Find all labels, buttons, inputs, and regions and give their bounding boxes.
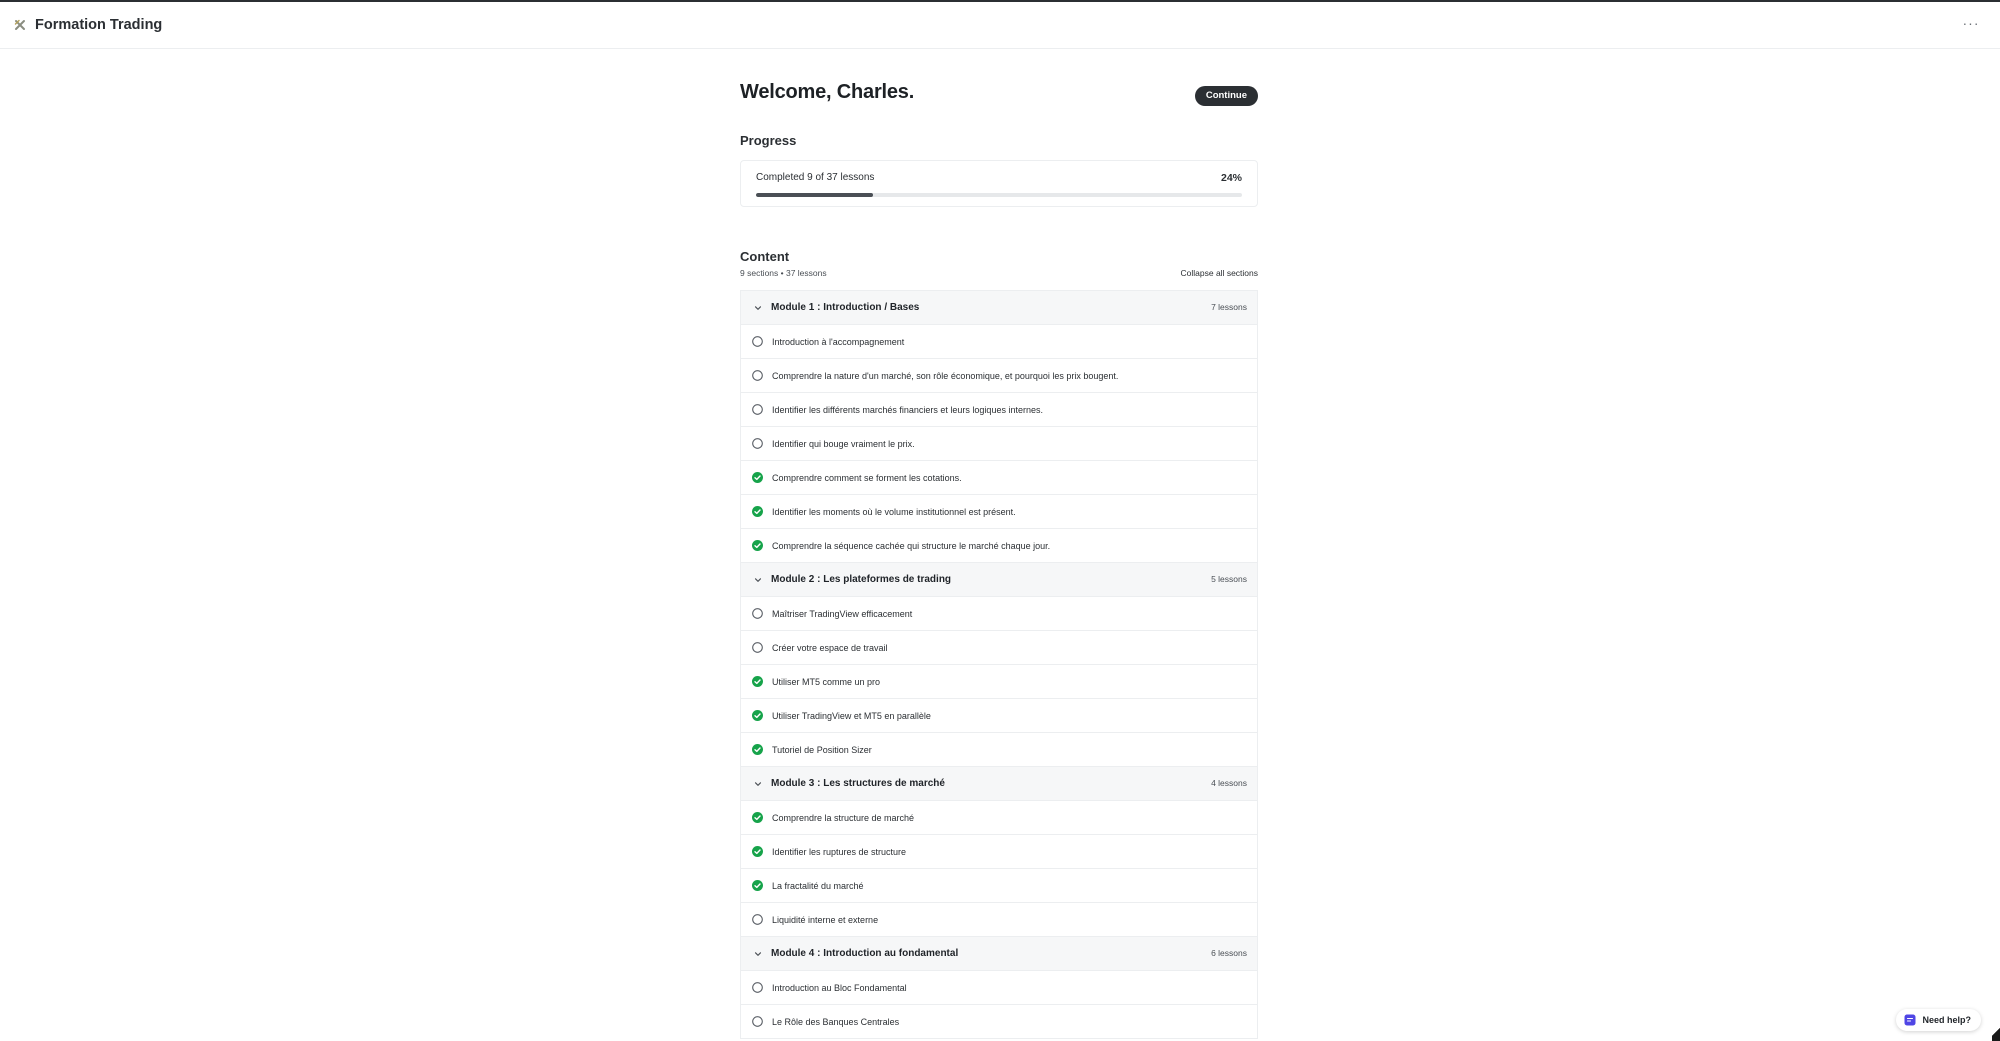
top-bar (0, 2, 2000, 49)
lesson-row[interactable] (741, 835, 1257, 869)
page-title: Welcome, Charles. (740, 81, 915, 103)
lesson-row[interactable] (741, 495, 1257, 529)
module-title: Module 4 : Introduction au fondamental (771, 948, 959, 959)
lesson-row[interactable] (741, 631, 1257, 665)
module-header[interactable] (741, 937, 1257, 971)
module-header[interactable] (741, 563, 1257, 597)
lesson-title: Le Rôle des Banques Centrales (772, 1016, 900, 1027)
lesson-title: Tutoriel de Position Sizer (772, 744, 872, 755)
chevron-down-icon (753, 779, 763, 789)
lesson-title: Introduction à l'accompagnement (772, 336, 905, 347)
module-list (740, 290, 1258, 1039)
lesson-row[interactable] (741, 665, 1257, 699)
content-meta: 9 sections • 37 lessons (740, 268, 827, 278)
lesson-title: Identifier les différents marchés financiers et leurs logiques internes. (772, 404, 1043, 415)
module-title: Module 1 : Introduction / Bases (771, 302, 920, 313)
lesson-row[interactable] (741, 801, 1257, 835)
progress-percent: 24% (1220, 172, 1242, 184)
lesson-row[interactable] (741, 733, 1257, 767)
lesson-title: La fractalité du marché (772, 880, 864, 891)
check-circle-icon (752, 676, 763, 687)
empty-circle-icon (752, 642, 763, 653)
lesson-title: Identifier les moments où le volume institutionnel est présent. (772, 506, 1016, 517)
chevron-down-icon (753, 949, 763, 959)
check-circle-icon (752, 710, 763, 721)
lesson-title: Introduction au Bloc Fondamental (772, 982, 907, 993)
content-heading: Content (740, 249, 790, 264)
check-circle-icon (752, 472, 763, 483)
lesson-row[interactable] (741, 325, 1257, 359)
chevron-down-icon (753, 303, 763, 313)
main-content (740, 62, 1258, 1027)
continue-button[interactable]: Continue (1195, 86, 1258, 106)
progress-bar (756, 193, 1242, 197)
lesson-row[interactable] (741, 597, 1257, 631)
lesson-title: Maîtriser TradingView efficacement (772, 608, 913, 619)
lesson-row[interactable] (741, 699, 1257, 733)
check-circle-icon (752, 812, 763, 823)
empty-circle-icon (752, 438, 763, 449)
empty-circle-icon (752, 1016, 763, 1027)
module-lesson-count: 6 lessons (1211, 948, 1247, 958)
module-title: Module 3 : Les structures de marché (771, 778, 945, 789)
lesson-row[interactable] (741, 359, 1257, 393)
module-title: Module 2 : Les plateformes de trading (771, 574, 952, 585)
check-circle-icon (752, 506, 763, 517)
lesson-row[interactable] (741, 971, 1257, 1005)
lesson-title: Liquidité interne et externe (772, 914, 879, 925)
lesson-title: Comprendre la nature d'un marché, son rôle économique, et pourquoi les prix bougent. (772, 370, 1119, 381)
chevron-down-icon (753, 575, 763, 585)
check-circle-icon (752, 540, 763, 551)
lesson-row[interactable] (741, 903, 1257, 937)
lesson-title: Comprendre comment se forment les cotations. (772, 472, 962, 483)
window-corner (1992, 1027, 2000, 1041)
module-lesson-count: 7 lessons (1211, 302, 1247, 312)
need-help-button[interactable] (1896, 1009, 1981, 1031)
lesson-row[interactable] (741, 393, 1257, 427)
module-header[interactable] (741, 291, 1257, 325)
lesson-row[interactable] (741, 427, 1257, 461)
lesson-title: Identifier qui bouge vraiment le prix. (772, 438, 915, 449)
check-circle-icon (752, 744, 763, 755)
lesson-title: Identifier les ruptures de structure (772, 846, 907, 857)
crossed-tools-icon (14, 19, 26, 31)
progress-card (740, 160, 1258, 207)
progress-heading: Progress (740, 133, 797, 148)
collapse-all-button[interactable]: Collapse all sections (1180, 268, 1258, 278)
module-header[interactable] (741, 767, 1257, 801)
progress-text: Completed 9 of 37 lessons (756, 172, 875, 183)
empty-circle-icon (752, 982, 763, 993)
lesson-title: Créer votre espace de travail (772, 642, 888, 653)
check-circle-icon (752, 846, 763, 857)
need-help-label: Need help? (1922, 1015, 1971, 1025)
lesson-title: Comprendre la structure de marché (772, 812, 915, 823)
empty-circle-icon (752, 370, 763, 381)
check-circle-icon (752, 880, 763, 891)
empty-circle-icon (752, 608, 763, 619)
more-options-button[interactable]: ··· (1962, 15, 1980, 31)
lesson-title: Utiliser TradingView et MT5 en parallèle (772, 710, 931, 721)
lesson-row[interactable] (741, 529, 1257, 563)
empty-circle-icon (752, 404, 763, 415)
empty-circle-icon (752, 914, 763, 925)
chat-icon (1904, 1014, 1916, 1026)
lesson-row[interactable] (741, 461, 1257, 495)
lesson-title: Utiliser MT5 comme un pro (772, 676, 881, 687)
lesson-row[interactable] (741, 869, 1257, 903)
module-lesson-count: 5 lessons (1211, 574, 1247, 584)
lesson-title: Comprendre la séquence cachée qui structure le marché chaque jour. (772, 540, 1051, 551)
progress-bar-fill (756, 193, 873, 197)
welcome-row (740, 62, 1258, 117)
empty-circle-icon (752, 336, 763, 347)
module-lesson-count: 4 lessons (1211, 778, 1247, 788)
lesson-row[interactable] (741, 1005, 1257, 1039)
app-title[interactable]: Formation Trading (35, 17, 163, 33)
